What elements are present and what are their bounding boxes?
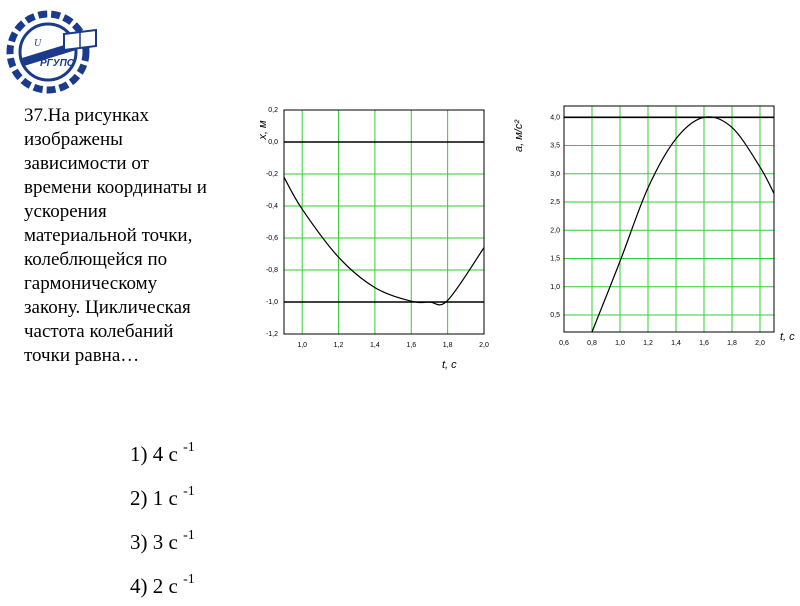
x-tick-label: 1,4 bbox=[370, 342, 380, 349]
y-tick-label: -1,0 bbox=[265, 299, 278, 306]
x-tick-label: 1,8 bbox=[442, 342, 453, 349]
y-tick-label: -0,4 bbox=[265, 203, 278, 210]
x-axis-label: t, с bbox=[442, 359, 457, 371]
coordinate-graph bbox=[246, 100, 496, 375]
y-tick-label: 3,0 bbox=[550, 170, 560, 178]
y-tick-label: 1,0 bbox=[550, 283, 560, 291]
y-axis-label: a, м/с² bbox=[513, 120, 525, 152]
y-tick-label: 1,5 bbox=[550, 255, 560, 263]
x-tick-label: 1,6 bbox=[699, 340, 709, 347]
y-tick-label: -0,6 bbox=[265, 235, 278, 242]
y-tick-label: 0,2 bbox=[268, 107, 278, 114]
x-tick-label: 1,6 bbox=[406, 342, 417, 349]
x-tick-label: 2,0 bbox=[479, 342, 489, 349]
y-tick-label: -0,8 bbox=[265, 267, 278, 274]
x-tick-label: 0,6 bbox=[559, 340, 569, 347]
x-tick-label: 1,8 bbox=[727, 340, 737, 347]
y-tick-label: -1,2 bbox=[265, 331, 278, 338]
logo-letter: U bbox=[34, 38, 42, 49]
y-tick-label: 4,0 bbox=[550, 114, 560, 122]
data-series-curve bbox=[284, 177, 484, 305]
y-tick-label: -0,2 bbox=[265, 171, 278, 178]
answer-option-4[interactable]: 4) 2 с $^{-1}$ bbox=[130, 572, 195, 598]
x-axis-label: t, с bbox=[780, 331, 795, 343]
logo-text: РГУПС bbox=[40, 58, 74, 69]
x-tick-label: 2,0 bbox=[755, 340, 765, 347]
answer-list bbox=[130, 430, 195, 606]
answer-option-3[interactable]: 3) 3 с $^{-1}$ bbox=[130, 528, 195, 554]
x-tick-label: 1,0 bbox=[615, 340, 625, 347]
plot-frame bbox=[284, 110, 484, 334]
data-series-curve bbox=[592, 117, 774, 332]
x-tick-label: 1,2 bbox=[333, 342, 344, 349]
y-tick-label: 2,0 bbox=[550, 227, 560, 235]
y-tick-label: 0,0 bbox=[268, 139, 278, 146]
y-tick-label: 2,5 bbox=[550, 199, 560, 207]
y-tick-label: 3,5 bbox=[550, 142, 560, 150]
acceleration-graph bbox=[510, 96, 800, 358]
x-tick-label: 1,4 bbox=[671, 340, 681, 347]
answer-option-1[interactable]: 1) 4 с $^{-1}$ bbox=[130, 440, 195, 466]
x-tick-label: 1,2 bbox=[643, 340, 653, 347]
x-tick-label: 0,8 bbox=[587, 340, 597, 347]
y-axis-label: x, м bbox=[257, 120, 269, 140]
rgups-logo bbox=[4, 6, 100, 96]
y-tick-label: 0,5 bbox=[550, 312, 560, 320]
x-tick-label: 1,0 bbox=[297, 342, 308, 349]
question-text: 37.На рисунках изображены зависимости от времени координаты и ускорения материальной точки, колеблющейся по гармоническому закону. Циклическая частота колебаний точки равна… bbox=[24, 105, 207, 366]
answer-option-2[interactable]: 2) 1 с $^{-1}$ bbox=[130, 484, 195, 510]
